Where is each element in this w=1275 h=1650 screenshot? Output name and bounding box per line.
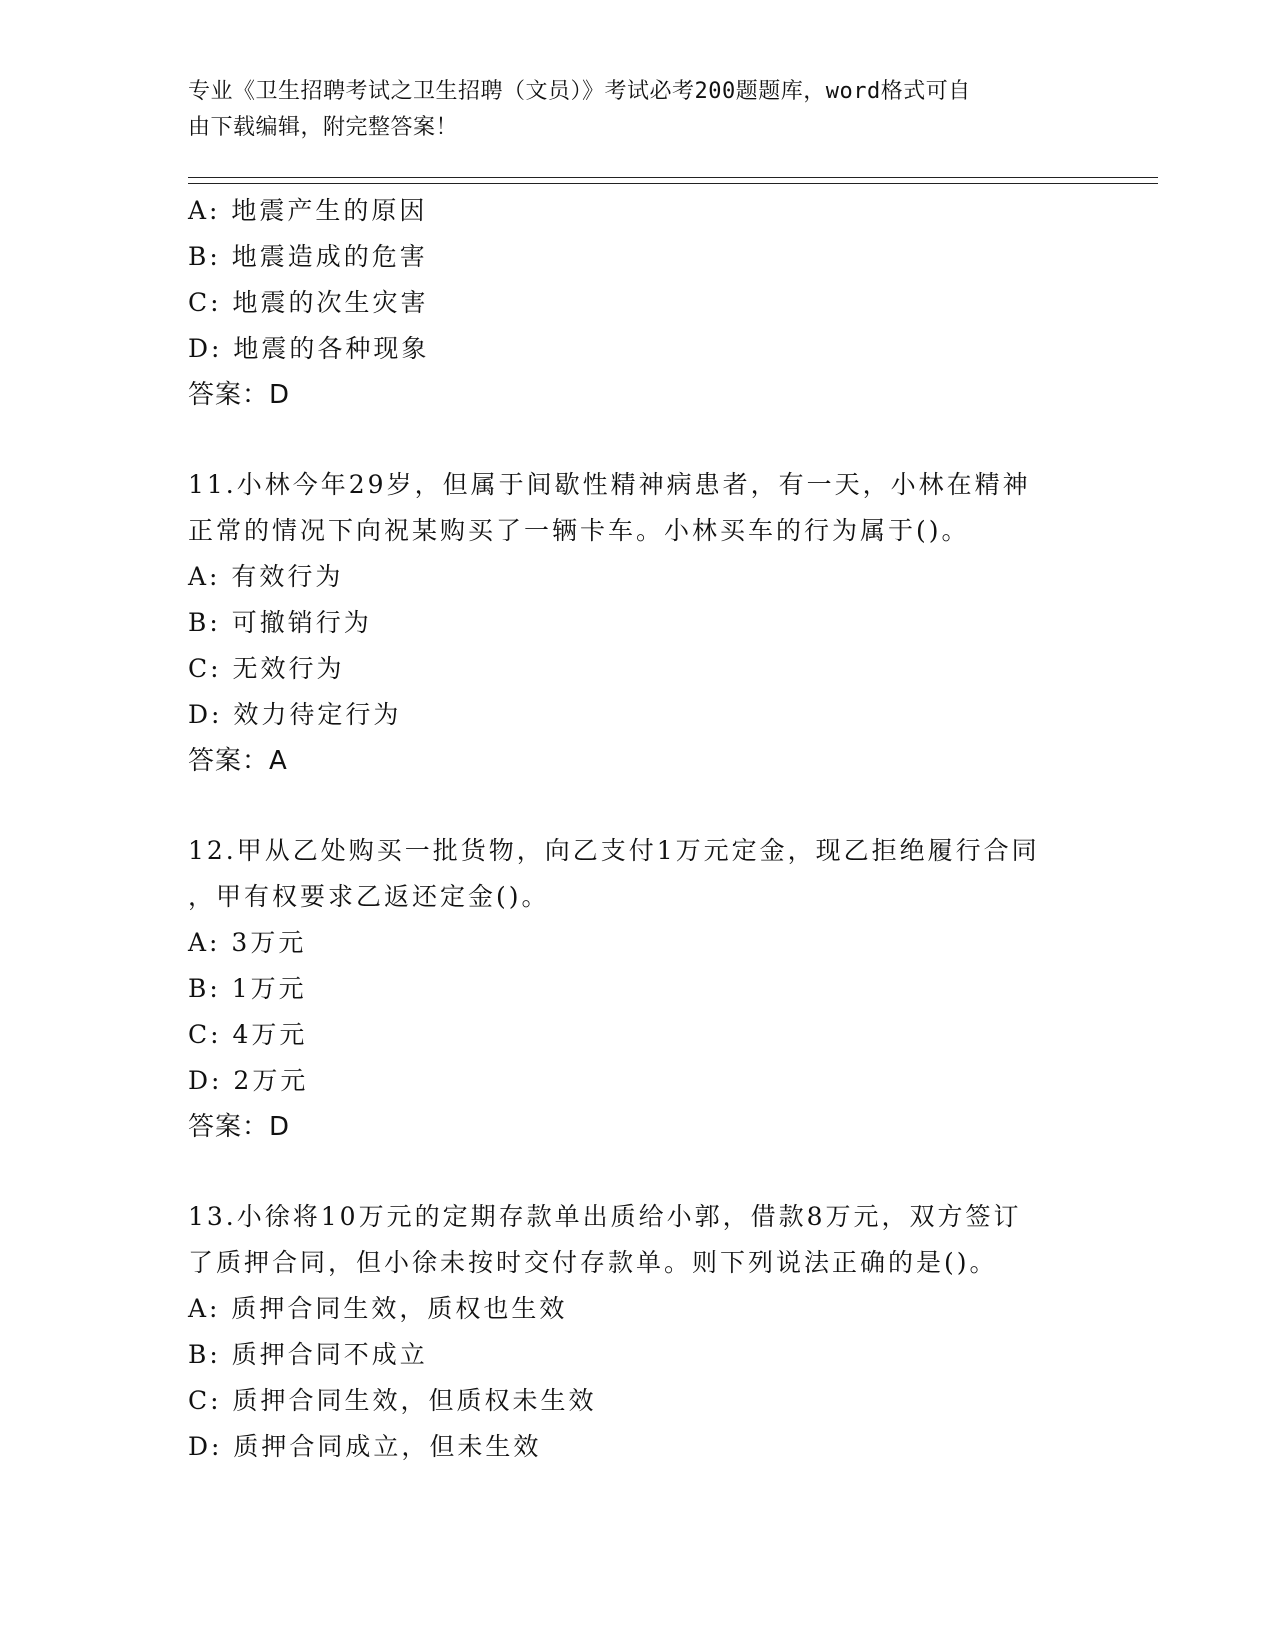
option-c: C: 地震的次生灾害 [188, 288, 429, 317]
question-13 [188, 1194, 1088, 1470]
option-a: A: 有效行为 [188, 562, 344, 591]
option-b: B: 质押合同不成立 [188, 1340, 428, 1369]
question-gap [188, 418, 1088, 462]
document-header [188, 74, 1068, 146]
question-list [188, 188, 1088, 1470]
option-c: C: 质押合同生效，但质权未生效 [188, 1386, 597, 1415]
header-line-1: 专业《卫生招聘考试之卫生招聘（文员）》考试必考200题题库，word格式可自 [188, 79, 971, 104]
question-stem-line-2: 了质押合同，但小徐未按时交付存款单。则下列说法正确的是()。 [188, 1248, 998, 1277]
question-gap [188, 784, 1088, 828]
option-d: D: 效力待定行为 [188, 700, 402, 729]
option-c: C: 无效行为 [188, 654, 345, 683]
question-10 [188, 188, 1088, 418]
question-stem-line-2: 正常的情况下向祝某购买了一辆卡车。小林买车的行为属于()。 [188, 516, 970, 545]
question-stem-line-1: 13.小徐将10万元的定期存款单出质给小郭，借款8万元，双方签订 [188, 1202, 1022, 1231]
option-d: D: 2万元 [188, 1066, 309, 1095]
option-b: B: 可撤销行为 [188, 608, 372, 637]
question-12 [188, 828, 1088, 1150]
option-a: A: 地震产生的原因 [188, 196, 428, 225]
header-divider [188, 177, 1158, 184]
question-stem-line-1: 12.甲从乙处购买一批货物，向乙支付1万元定金，现乙拒绝履行合同 [188, 836, 1040, 865]
answer-line: 答案：A [188, 746, 288, 776]
answer-line: 答案：D [188, 380, 291, 410]
question-gap [188, 1150, 1088, 1194]
option-d: D: 地震的各种现象 [188, 334, 430, 363]
question-stem-line-2: ，甲有权要求乙返还定金()。 [188, 882, 550, 911]
header-line-2: 由下载编辑，附完整答案！ [188, 115, 459, 140]
option-a: A: 3万元 [188, 928, 307, 957]
option-a: A: 质押合同生效，质权也生效 [188, 1294, 568, 1323]
answer-line: 答案：D [188, 1112, 291, 1142]
question-11 [188, 462, 1088, 784]
option-b: B: 地震造成的危害 [188, 242, 428, 271]
option-c: C: 4万元 [188, 1020, 308, 1049]
option-b: B: 1万元 [188, 974, 307, 1003]
option-d: D: 质押合同成立，但未生效 [188, 1432, 542, 1461]
question-stem-line-1: 11.小林今年29岁，但属于间歇性精神病患者，有一天，小林在精神 [188, 470, 1031, 499]
